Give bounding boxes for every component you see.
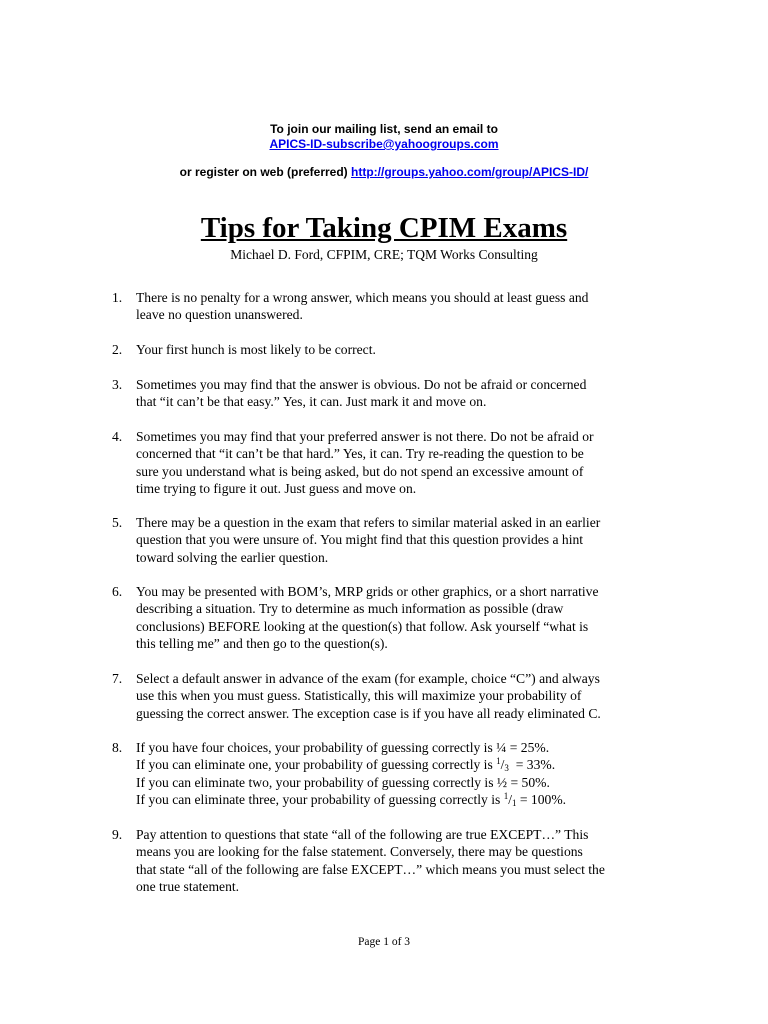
- probability-line: [136, 774, 672, 791]
- probability-result: = 33%.: [508, 757, 556, 773]
- tip-line: this telling me” and then go to the question(s).: [136, 635, 388, 651]
- tip-line: Your first hunch is most likely to be correct.: [136, 342, 376, 357]
- probability-result: = 100%.: [516, 791, 567, 807]
- probability-text: If you can eliminate one, your probability of guessing correctly is: [136, 757, 497, 773]
- tip-line: leave no question unanswered.: [136, 307, 303, 323]
- register-notice: [0, 165, 768, 180]
- tip-line: that state “all of the following are false EXCEPT…” which means you must select the: [136, 861, 605, 877]
- tip-text: [136, 341, 672, 358]
- fraction-denominator: 3: [504, 763, 509, 774]
- document-author: Michael D. Ford, CFPIM, CRE; TQM Works Consulting: [230, 247, 538, 262]
- tip-line: toward solving the earlier question.: [136, 549, 329, 565]
- probability-text: If you have four choices, your probability of guessing correctly is ¼ = 25%.: [136, 740, 550, 755]
- fraction-numerator: 1: [503, 790, 509, 801]
- tip-text: [136, 289, 672, 324]
- tip-number: 2.: [112, 342, 123, 357]
- probability-line: [136, 739, 672, 756]
- fraction-denominator: 1: [511, 797, 517, 808]
- tip-text: [136, 428, 672, 497]
- tip-line: use this when you must guess. Statistically, this will maximize your probability of: [136, 688, 582, 704]
- tip-text: [136, 583, 672, 652]
- probability-text: If you can eliminate three, your probability of guessing correctly is: [136, 791, 504, 807]
- tip-text: [136, 670, 672, 722]
- tip-number: 7.: [112, 671, 123, 686]
- mailing-join-text: To join our mailing list, send an email to: [270, 122, 498, 136]
- tip-number: 5.: [112, 515, 123, 530]
- subscribe-email-link[interactable]: APICS-ID-subscribe@yahoogroups.com: [269, 137, 499, 151]
- group-web-link[interactable]: http://groups.yahoo.com/group/APICS-ID/: [351, 165, 589, 179]
- tip-line: You may be presented with BOM’s, MRP grids or other graphics, or a short narrative: [136, 584, 599, 599]
- tip-line: Select a default answer in advance of the exam (for example, choice “C”) and always: [136, 671, 600, 686]
- tip-text: [136, 739, 672, 808]
- tip-line: describing a situation. Try to determine as much information as possible (draw: [136, 601, 564, 617]
- tip-line: There may be a question in the exam that refers to similar material asked in an earlier: [136, 515, 601, 530]
- tip-line: question that you were unsure of. You might find that this question provides a hint: [136, 532, 584, 548]
- tip-text: [136, 826, 672, 895]
- tip-line: Sometimes you may find that your preferred answer is not there. Do not be afraid or: [136, 429, 594, 444]
- fraction-slash: /: [500, 757, 505, 773]
- fraction-slash: /: [508, 791, 512, 807]
- tip-text: [136, 376, 672, 411]
- tip-line: that “it can’t be that easy.” Yes, it can. Just mark it and move on.: [136, 394, 487, 410]
- tip-line: concerned that “it can’t be that hard.” Yes, it can. Try re-reading the question to be: [136, 446, 584, 462]
- probability-text: If you can eliminate two, your probability of guessing correctly is ½ = 50%.: [136, 774, 550, 790]
- fraction-numerator: 1: [496, 756, 501, 767]
- tip-number: 9.: [112, 827, 123, 842]
- mailing-list-notice: [0, 122, 768, 152]
- tip-number: 8.: [112, 740, 123, 755]
- tip-line: one true statement.: [136, 878, 240, 894]
- probability-line: [136, 756, 672, 773]
- tip-line: time trying to figure it out. Just guess and move on.: [136, 480, 417, 496]
- tip-number: 1.: [112, 290, 123, 305]
- tip-number: 4.: [112, 429, 123, 444]
- tip-line: Sometimes you may find that the answer is obvious. Do not be afraid or concerned: [136, 377, 587, 392]
- probability-line: [136, 791, 672, 808]
- page-number: Page 1 of 3: [357, 936, 411, 948]
- tip-line: Pay attention to questions that state “all of the following are true EXCEPT…” This: [136, 827, 589, 842]
- register-text: or register on web (preferred): [179, 165, 352, 179]
- tip-line: sure you understand what is being asked, but do not spend an excessive amount of: [136, 463, 584, 479]
- tip-line: guessing the correct answer. The exception case is if you have all ready eliminated C.: [136, 705, 601, 721]
- tip-number: 6.: [112, 584, 123, 599]
- tip-line: conclusions) BEFORE looking at the question(s) that follow. Ask yourself “what is: [136, 618, 589, 634]
- document-title: Tips for Taking CPIM Exams: [200, 212, 568, 244]
- tip-number: 3.: [112, 377, 123, 392]
- tip-line: means you are looking for the false statement. Conversely, there may be questions: [136, 844, 583, 860]
- tip-line: There is no penalty for a wrong answer, which means you should at least guess and: [136, 290, 589, 305]
- tip-text: [136, 514, 672, 566]
